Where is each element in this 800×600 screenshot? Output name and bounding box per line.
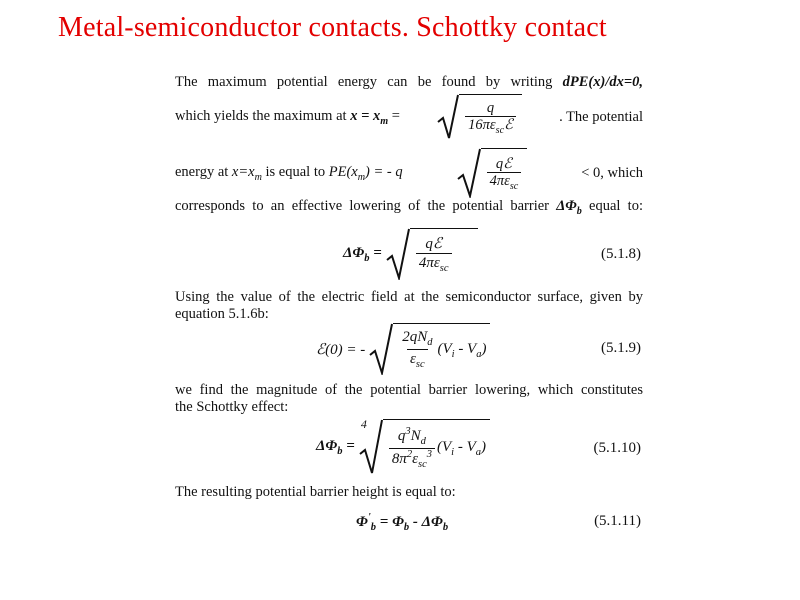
paragraph-line-6: equation 5.1.6b: <box>175 306 269 322</box>
paragraph-line-4: corresponds to an effective lowering of the potential barrier $\Delta\Phi_b$ equal to: <box>175 198 643 217</box>
fourth-root-expression: 4 $\frac{q^3N_d}{8\pi^2\varepsilon_{sc}^3}$ $(V_i - V_a)$ <box>359 419 490 475</box>
equation-lhs: $\Delta\Phi_b$ = <box>316 437 355 457</box>
equation-number: (5.1.11) <box>594 513 641 529</box>
equation-5-1-8 <box>343 226 478 282</box>
slide-title: Metal-semiconductor contacts. Schottky contact <box>58 12 607 43</box>
radical-sign-icon <box>437 94 459 140</box>
fraction-1: $\frac{q}{16\pi\varepsilon_{sc}ℰ}$ <box>465 100 516 138</box>
equation-number: (5.1.8) <box>601 246 641 262</box>
derivative-condition: dPE(x)/dx=0, <box>562 74 643 90</box>
fraction-2: $\frac{\text{qℰ}}{4\pi\varepsilon_{sc}}$ <box>487 156 522 194</box>
paragraph-line-8: the Schottky effect: <box>175 399 289 415</box>
equation-lhs: $\Delta\Phi_b$ = <box>343 244 382 264</box>
sqrt-expression-2 <box>457 148 528 198</box>
radical-sign-icon <box>386 228 410 280</box>
radical-sign-icon <box>457 148 481 198</box>
paragraph-line-1 <box>175 74 643 91</box>
sqrt-expression-3: $\frac{\text{qℰ}}{4\pi\varepsilon_{sc}}$ <box>386 228 478 280</box>
paragraph-line-5: Using the value of the electric field at the semiconductor surface, given by <box>175 289 643 305</box>
equation-number: (5.1.10) <box>593 440 641 456</box>
equation-5-1-10 <box>316 417 490 477</box>
radical-sign-icon <box>369 323 393 375</box>
text-span: which yields the maximum at $x = x_m$ = <box>175 107 400 127</box>
sqrt-expression-4: $\frac{2qN_d}{\varepsilon_{sc}}$ $(V_i - V_a)$ <box>369 323 490 375</box>
sqrt-expression-1 <box>437 94 522 140</box>
text-span: energy at $x=x_m$ is equal to $PE(x_m)$ = - q <box>175 163 403 183</box>
equation-5-1-11: $\Phi'_b = \Phi_b - \Delta\Phi_b$ <box>356 512 449 533</box>
equation-lhs: ℰ(0) = - <box>316 341 366 358</box>
paragraph-line-3 <box>175 145 643 201</box>
text-span: The maximum potential energy can be found by writing <box>175 74 563 90</box>
text-span: . The potential <box>559 108 643 125</box>
root-index: 4 <box>360 417 367 431</box>
paragraph-line-7: we find the magnitude of the potential barrier lowering, which constitutes <box>175 382 643 398</box>
equation-number: (5.1.9) <box>601 340 641 356</box>
paragraph-line-9: The resulting potential barrier height is equal to: <box>175 484 456 500</box>
paragraph-line-2 <box>175 92 643 142</box>
equation-5-1-9 <box>316 322 490 376</box>
text-span: < 0, which <box>581 164 643 181</box>
